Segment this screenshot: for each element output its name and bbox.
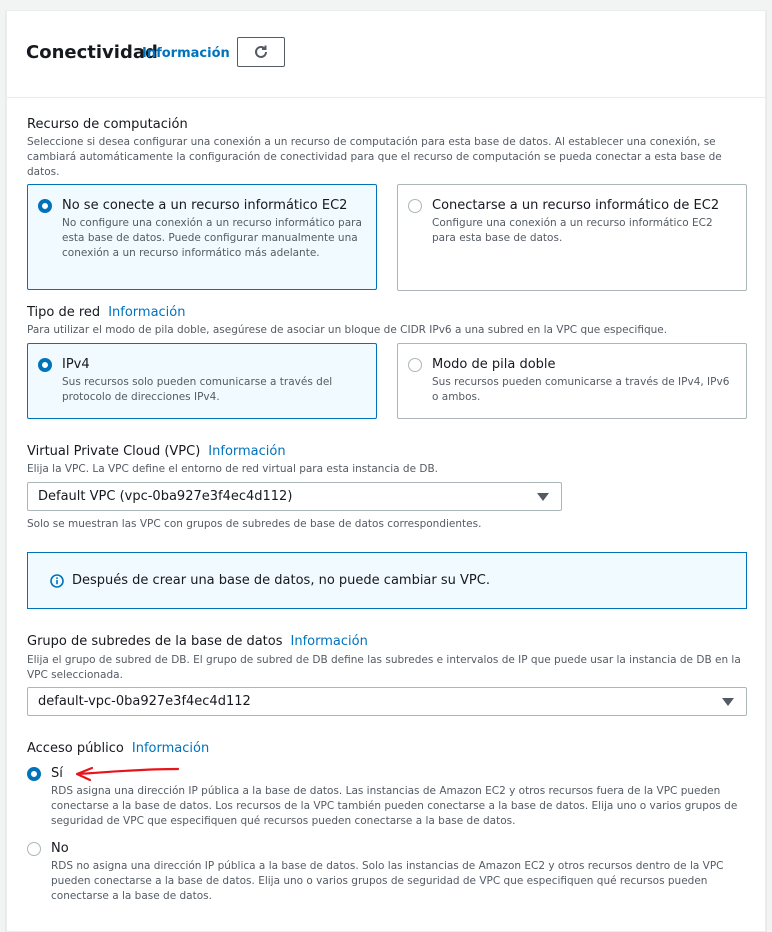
subnet-info-link[interactable]: Información — [290, 634, 368, 649]
public-no-label[interactable]: No — [51, 841, 69, 856]
public-access-info-link[interactable]: Información — [131, 741, 210, 756]
vpc-select-value: Default VPC (vpc-0ba927e3f4ec4d112) — [38, 489, 293, 504]
network-option-description: Sus recursos solo pueden comunicarse a través del protocolo de direcciones IPv4. — [62, 376, 333, 403]
network-option-description: Sus recursos pueden comunicarse a través de IPv4, IPv6 o ambos. — [432, 376, 730, 403]
subnet-select-value: default-vpc-0ba927e3f4ec4d112 — [38, 694, 251, 709]
public-no-description: RDS no asigna una dirección IP pública a la base de datos. Solo las instancias de Amazon EC2 y otros recursos dentro de la VPC pueden conectarse a la base de datos. Elija uno o varios grupos de seguridad de VPC que especifiquen qué recursos pueden conectarse a la base de datos. — [51, 860, 724, 902]
page-title: Conectividad — [26, 42, 158, 63]
header-info-link[interactable]: Información — [142, 46, 230, 61]
subnet-description: Elija el grupo de subred de DB. El grupo de subred de DB define las subredes e intervalos de IP que puede usar la instancia de DB en la VPC seleccionada. — [27, 654, 741, 681]
network-description: Para utilizar el modo de pila doble, asegúrese de asociar un bloque de CIDR IPv6 a una subred en la VPC que especifique. — [27, 324, 668, 336]
public-yes-label[interactable]: Sí — [51, 766, 63, 781]
public-access-label-text: Acceso público — [27, 741, 124, 756]
compute-option-title: No se conecte a un recurso informático EC2 — [62, 198, 348, 213]
network-option-title: Modo de pila doble — [432, 357, 556, 372]
network-info-link[interactable]: Información — [108, 305, 186, 320]
vpc-label-text: Virtual Private Cloud (VPC) — [27, 444, 201, 459]
vpc-info-link[interactable]: Información — [208, 444, 286, 459]
vpc-hint: Solo se muestran las VPC con grupos de subredes de base de datos correspondientes. — [27, 518, 482, 530]
compute-option-description: Configure una conexión a un recurso informático EC2 para esta base de datos. — [432, 217, 713, 244]
subnet-group-label-text: Grupo de subredes de la base de datos — [27, 634, 283, 649]
compute-label: Recurso de computación — [27, 117, 188, 132]
public-yes-description: RDS asigna una dirección IP pública a la base de datos. Las instancias de Amazon EC2 y otros recursos fuera de la VPC pueden conectarse a la base de datos. Los recursos de la VPC también pueden conectarse a la base de datos. Elija uno o varios grupos de seguridad de VPC que especifiquen qué recursos pueden conectarse a la base de datos. — [51, 785, 738, 827]
network-option-title: IPv4 — [62, 357, 90, 372]
compute-option-title: Conectarse a un recurso informático de EC2 — [432, 198, 720, 213]
compute-description: Seleccione si desea configurar una conexión a un recurso de computación para esta base de datos. Al establecer una conexión, se cambiará automáticamente la configuración de conectividad para que el recurso de computación se pueda conectar a esta base de datos. — [27, 136, 722, 178]
alert-message: Después de crear una base de datos, no puede cambiar su VPC. — [72, 573, 490, 588]
compute-option-description: No configure una conexión a un recurso informático para esta base de datos. Puede configurar manualmente una conexión a un recurso informático más adelante. — [62, 217, 362, 259]
network-type-label-text: Tipo de red — [27, 305, 101, 320]
vpc-description: Elija la VPC. La VPC define el entorno de red virtual para esta instancia de DB. — [27, 463, 439, 475]
